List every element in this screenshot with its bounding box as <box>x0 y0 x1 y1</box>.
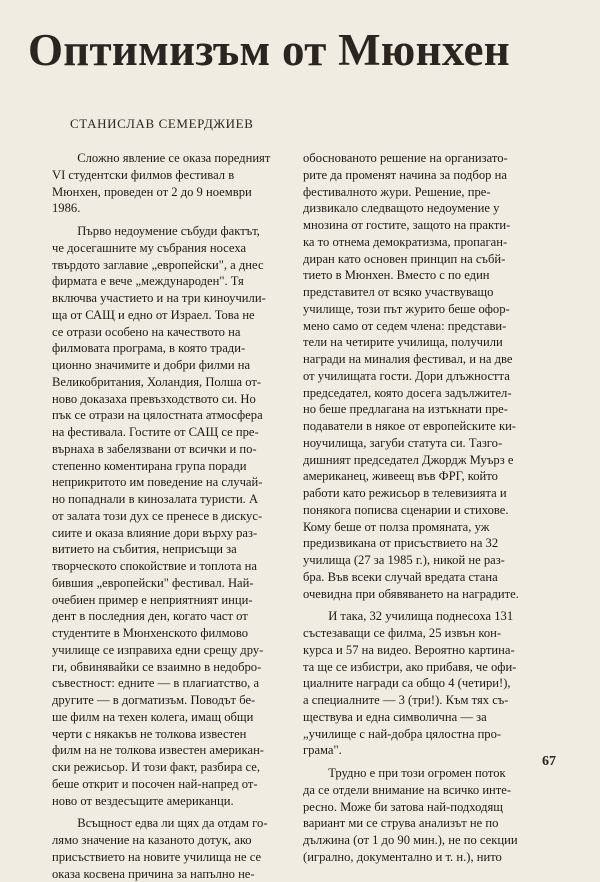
text-line: черти с някакъв не толкова известен <box>52 726 302 743</box>
text-line: очебиен пример е неприятният инци- <box>52 592 302 609</box>
text-line: предизвикана от присъствието на 32 <box>303 535 565 552</box>
text-line: твърдото заглавие „европейски", а днес <box>52 257 302 274</box>
text-line: лямо значение на казаното дотук, ако <box>52 832 302 849</box>
text-line: от училищата гости. Дори длъжността <box>303 368 565 385</box>
text-line: филм на не толкова известен американ- <box>52 742 302 759</box>
text-line: дължина (от 1 до 90 мин.), не по секции <box>303 832 565 849</box>
text-line: Трудно е при този огромен поток <box>303 765 565 782</box>
article-author: СТАНИСЛАВ СЕМЕРДЖИЕВ <box>70 116 253 132</box>
text-line: понякога пописва сценарии и стихове. <box>303 502 565 519</box>
paragraph <box>52 223 302 809</box>
text-line: дизвикало следващото недоумение у <box>303 200 565 217</box>
text-line: се отрази особено на качеството на <box>52 324 302 341</box>
text-line: училища (27 за 1985 г.), никой не раз- <box>303 552 565 569</box>
left-column <box>52 150 302 882</box>
text-line: да се отдели внимание на всичко инте- <box>303 782 565 799</box>
text-line: ски режисьор. И този факт, разбира се, <box>52 759 302 776</box>
text-line: пък се отрази на цялостната атмосфера <box>52 407 302 424</box>
text-line: сиите и оказа влияние дори върху раз- <box>52 525 302 542</box>
text-line: училище се изправиха едни срещу дру- <box>52 642 302 659</box>
text-line: фестивалното жури. Решение, пре- <box>303 184 565 201</box>
text-line: VI студентски филмов фестивал в <box>52 167 302 184</box>
text-line: грама". <box>303 742 565 759</box>
text-line: Мюнхен, проведен от 2 до 9 ноември <box>52 184 302 201</box>
text-line: очевидна при обявяването на наградите. <box>303 586 565 603</box>
text-line: циалните награди са общо 4 (четири!), <box>303 675 565 692</box>
page-number: 67 <box>542 754 556 770</box>
text-line: включва участието и на три киноучили- <box>52 290 302 307</box>
text-line: ресно. Може би затова най-подходящ <box>303 799 565 816</box>
text-line: присъствието на новите училища не се <box>52 849 302 866</box>
text-line: американец, живеещ във ФРГ, който <box>303 468 565 485</box>
article-title: Оптимизъм от Мюнхен <box>28 24 588 76</box>
text-line: оказа косвена причина за напълно не- <box>52 866 302 882</box>
text-line: дент в последния ден, когато част от <box>52 608 302 625</box>
paragraph <box>52 815 302 882</box>
text-line: ка то отнема демократизма, пропаган- <box>303 234 565 251</box>
text-line: мнозина от гостите, защото на практи- <box>303 217 565 234</box>
text-line: Кому беше от полза промяната, уж <box>303 519 565 536</box>
text-line: бра. Във всеки случай вредата стана <box>303 569 565 586</box>
paragraph <box>303 150 565 602</box>
text-line: тели на четирите училища, получили <box>303 334 565 351</box>
text-line: ново доказаха превъзходството си. Но <box>52 391 302 408</box>
text-line: курса и 57 на видео. Вероятно картина- <box>303 642 565 659</box>
text-line: че досегашните му събрания носеха <box>52 240 302 257</box>
text-line: фирмата е вече „международен". Тя <box>52 273 302 290</box>
text-line: бившия „европейски" фестивал. Най- <box>52 575 302 592</box>
text-line: „училище с най-добра цялостна про- <box>303 726 565 743</box>
text-line: председател, която досега задължител- <box>303 385 565 402</box>
text-line: ноучилища, загуби статута си. Тазго- <box>303 435 565 452</box>
text-line: върнаха в забелязвани от всички и по- <box>52 441 302 458</box>
text-line: а специалните — 3 (три!). Към тях съ- <box>303 692 565 709</box>
paragraph <box>303 608 565 759</box>
text-line: ща от САЩ и едно от Израел. Това не <box>52 307 302 324</box>
text-line: ново от вездесъщите американци. <box>52 793 302 810</box>
text-line: тието в Мюнхен. Вместо с по един <box>303 267 565 284</box>
text-line: вариант ми се струва анализът не по <box>303 815 565 832</box>
text-line: Първо недоумение събуди фактът, <box>52 223 302 240</box>
text-line: но попаднали в кинозалата туристи. А <box>52 491 302 508</box>
text-line: ционно значимите и добри филми на <box>52 357 302 374</box>
text-line: работи като режисьор в телевизията и <box>303 485 565 502</box>
text-line: ги, обвинявайки се взаимно в недобро- <box>52 659 302 676</box>
text-line: но беше предлагана на изтъкнати пре- <box>303 401 565 418</box>
text-line: подаватели в някое от европейските ки- <box>303 418 565 435</box>
text-line: Всъщност едва ли щях да отдам го- <box>52 815 302 832</box>
text-line: на фестивала. Гостите от САЩ се пре- <box>52 424 302 441</box>
text-line: другите — в догматизъм. Поводът бе- <box>52 692 302 709</box>
right-column <box>303 150 565 866</box>
text-line: състезаващи се филма, 25 извън кон- <box>303 625 565 642</box>
text-line: диран като основен принцип на събй- <box>303 251 565 268</box>
text-line: та ще се избистри, ако прибавя, че офи- <box>303 659 565 676</box>
text-line: степенно коментирана група поради <box>52 458 302 475</box>
text-line: беше открит и посочен най-напред от- <box>52 776 302 793</box>
text-line: съвестност: едните — в плагиатство, а <box>52 675 302 692</box>
text-line: 1986. <box>52 200 302 217</box>
text-line: творческото спокойствие и топлота на <box>52 558 302 575</box>
text-line: студентите в Мюнхенското филмово <box>52 625 302 642</box>
text-line: неприкритото им поведение на случай- <box>52 474 302 491</box>
text-line: обоснованото решение на организато- <box>303 150 565 167</box>
text-line: ше филм на техен колега, имащ общи <box>52 709 302 726</box>
text-line: рите да променят начина за подбор на <box>303 167 565 184</box>
text-line: витието на събития, неприсъщи за <box>52 541 302 558</box>
text-line: училище, този път журито беше офор- <box>303 301 565 318</box>
paragraph <box>303 765 565 866</box>
text-line: филмовата програма, в която тради- <box>52 340 302 357</box>
text-line: Сложно явление се оказа поредният <box>52 150 302 167</box>
text-line: мено само от седем члена: представи- <box>303 318 565 335</box>
text-line: ществува и една символична — за <box>303 709 565 726</box>
text-line: представител от всяко участвуващо <box>303 284 565 301</box>
text-line: (игрално, документално и т. н.), нито <box>303 849 565 866</box>
text-line: И така, 32 училища поднесоха 131 <box>303 608 565 625</box>
paragraph <box>52 150 302 217</box>
text-line: Великобритания, Холандия, Полша от- <box>52 374 302 391</box>
text-line: награди на миналия фестивал, и на две <box>303 351 565 368</box>
text-line: дишният председател Джордж Муърз е <box>303 452 565 469</box>
text-line: от залата този дух се пренесе в дискус- <box>52 508 302 525</box>
